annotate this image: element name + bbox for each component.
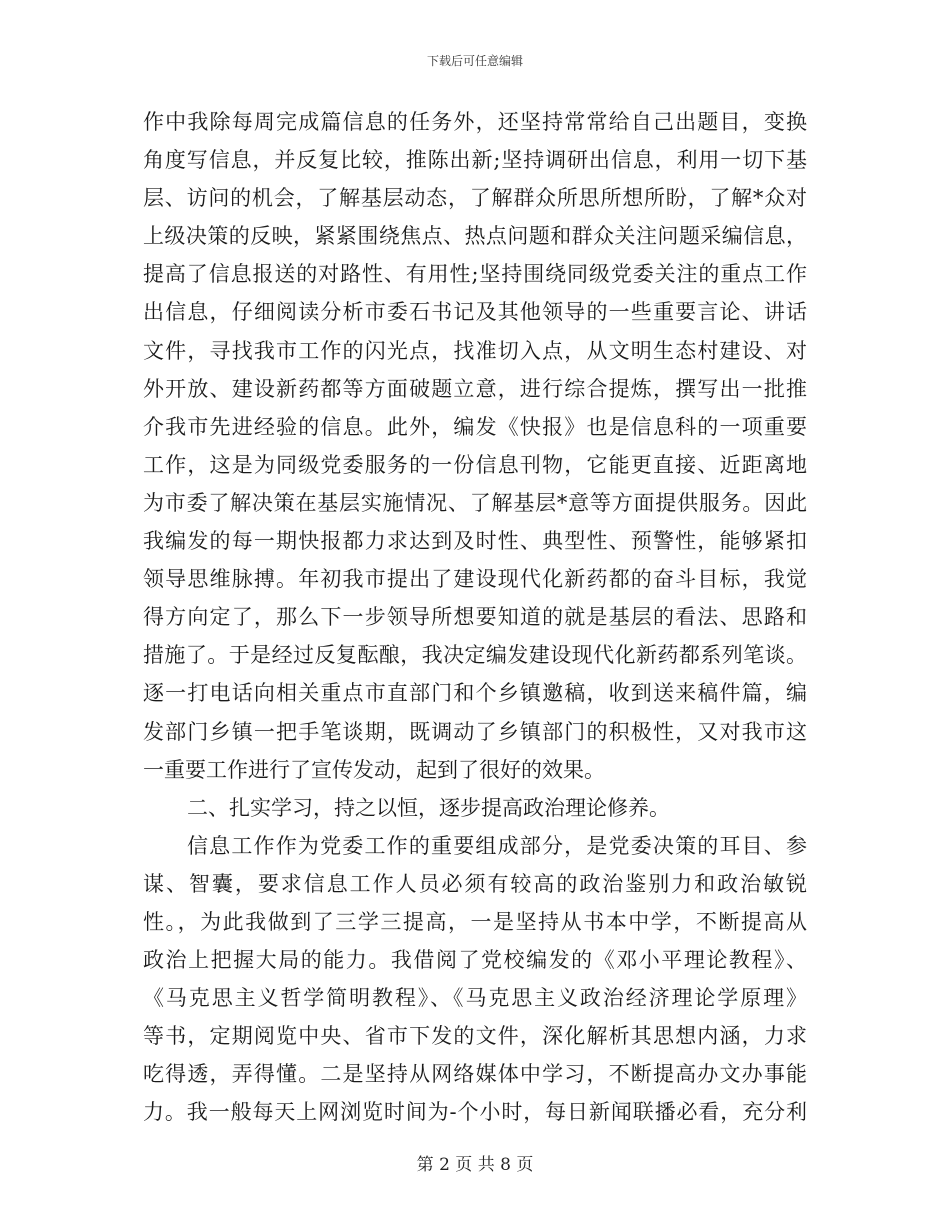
text-line: 政治上把握大局的能力。我借阅了党校编发的《邓小平理论教程》、 (143, 948, 807, 973)
text-line: 角度写信息，并反复比较，推陈出新;坚持调研出信息，利用一切下基 (143, 148, 807, 173)
text-line: 工作，这是为同级党委服务的一份信息刊物，它能更直接、近距离地 (143, 452, 807, 477)
text-line: 出信息，仔细阅读分析市委石书记及其他领导的一些重要言论、讲话 (143, 300, 807, 325)
text-line: 介我市先进经验的信息。此外，编发《快报》也是信息科的一项重要 (143, 414, 807, 439)
page-footer: 第 2 页 共 8 页 (416, 1155, 534, 1175)
text-line: 吃得透，弄得懂。二是坚持从网络媒体中学习，不断提高办文办事能 (143, 1062, 807, 1087)
text-line: 发部门乡镇一把手笔谈期，既调动了乡镇部门的积极性，又对我市这 (143, 719, 807, 744)
text-line: 我编发的每一期快报都力求达到及时性、典型性、预警性，能够紧扣 (143, 529, 807, 554)
text-line: 外开放、建设新药都等方面破题立意，进行综合提炼，撰写出一批推 (143, 376, 807, 401)
document-body (143, 103, 807, 1132)
text-line: 为市委了解决策在基层实施情况、了解基层*意等方面提供服务。因此 (143, 490, 807, 515)
page-header: 下载后可任意编辑 (426, 54, 523, 68)
text-line: 得方向定了，那么下一步领导所想要知道的就是基层的看法、思路和 (143, 605, 807, 630)
text-line: 层、访问的机会，了解基层动态，了解群众所思所想所盼，了解*众对 (143, 186, 807, 211)
text-line: 上级决策的反映，紧紧围绕焦点、热点问题和群众关注问题采编信息， (143, 224, 807, 249)
text-line: 一重要工作进行了宣传发动，起到了很好的效果。 (143, 757, 605, 782)
text-line: 领导思维脉搏。年初我市提出了建设现代化新药都的奋斗目标，我觉 (143, 567, 807, 592)
text-line: 《马克思主义哲学简明教程》、《马克思主义政治经济理论学原理》 (143, 986, 807, 1011)
text-line: 作中我除每周完成篇信息的任务外，还坚持常常给自己出题目，变换 (143, 110, 807, 134)
text-line: 性。，为此我做到了三学三提高，一是坚持从书本中学，不断提高从 (143, 909, 807, 934)
text-line: 措施了。于是经过反复酝酿，我决定编发建设现代化新药都系列笔谈。 (143, 643, 807, 668)
text-line: 逐一打电话向相关重点市直部门和个乡镇邀稿，收到送来稿件篇，编 (143, 681, 807, 706)
text-line: 等书，定期阅览中央、省市下发的文件，深化解析其思想内涵，力求 (143, 1024, 807, 1049)
section-heading: 二、扎实学习，持之以恒，逐步提高政治理论修养。 (187, 795, 670, 820)
text-line: 信息工作作为党委工作的重要组成部分，是党委决策的耳目、参 (187, 833, 807, 858)
text-line: 提高了信息报送的对路性、有用性;坚持围绕同级党委关注的重点工作 (143, 262, 807, 287)
text-line: 力。我一般每天上网浏览时间为-个小时，每日新闻联播必看，充分利 (143, 1100, 807, 1125)
text-line: 谋、智囊，要求信息工作人员必须有较高的政治鉴别力和政治敏锐 (143, 871, 807, 896)
text-line: 文件，寻找我市工作的闪光点，找准切入点，从文明生态村建设、对 (143, 338, 807, 363)
